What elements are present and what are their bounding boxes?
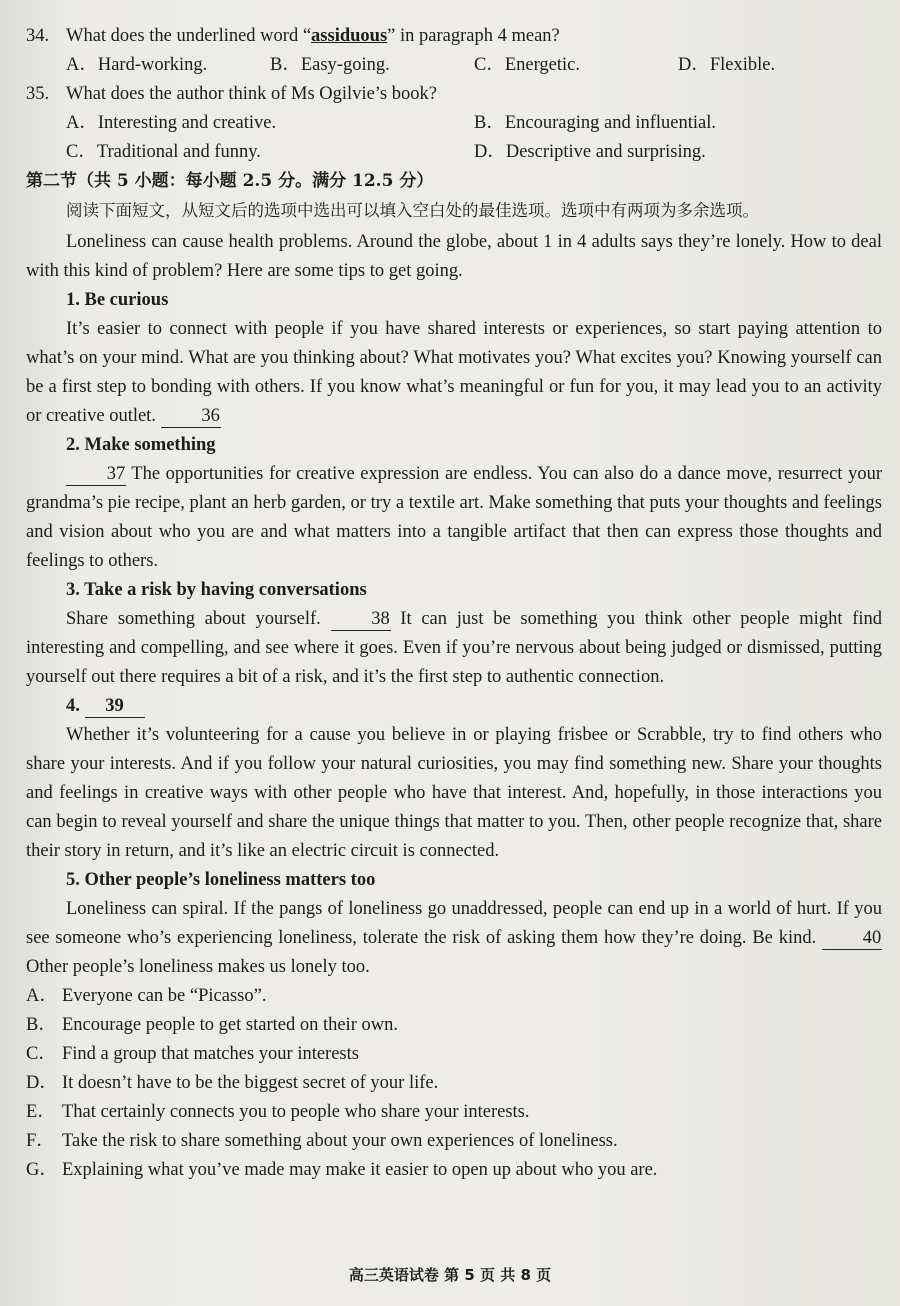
choice-g: G． Explaining what you’ve made may make it easier to open up about who you are. (26, 1160, 658, 1180)
blank-37: 37 (66, 463, 126, 486)
option-a: A．Hard-working. (66, 55, 208, 75)
question-34-options (26, 51, 882, 80)
choice-a: A． Everyone can be “Picasso”. (26, 986, 267, 1006)
blank-40: 40 (822, 927, 882, 950)
blank-38: 38 (331, 608, 391, 631)
passage-intro: Loneliness can cause health problems. Around the globe, about 1 in 4 adults says they’re lonely. How to deal with this kind of problem? Here are some tips to get going. (26, 232, 882, 281)
option-b: B．Easy-going. (270, 55, 390, 75)
page-content (26, 22, 882, 1185)
question-35-options-cd (26, 138, 882, 167)
question-stem: What does the underlined word “assiduous” in paragraph 4 mean? (66, 26, 560, 46)
underlined-word: assiduous (311, 26, 388, 46)
option-a: A．Interesting and creative. (66, 113, 277, 133)
question-number: 34. (26, 26, 50, 46)
option-c: C．Traditional and funny. (66, 142, 261, 162)
heading-others-loneliness: 5. Other people’s loneliness matters too (66, 870, 376, 890)
choice-e: E． That certainly connects you to people who share your interests. (26, 1102, 530, 1122)
option-d: D．Descriptive and surprising. (474, 142, 706, 162)
paragraph-4: Whether it’s volunteering for a cause you believe in or playing frisbee or Scrabble, try to find others who share your interests. And if you follow your natural curiosities, you may find something new. Share your thoughts and feelings in creative ways with other people who have that interest. And, hopefully, in those interactions you can begin to reveal yourself and share the unique things that matter to you. Then, other people recognize that, share their story in return, and it’s like an electric circuit is connected. (26, 725, 882, 861)
question-34 (26, 22, 882, 51)
option-b: B．Encouraging and influential. (474, 113, 716, 133)
question-number: 35. (26, 84, 50, 104)
choice-d: D． It doesn’t have to be the biggest secret of your life. (26, 1073, 439, 1093)
paragraph-2: 37 The opportunities for creative expression are endless. You can also do a dance move, resurrect your grandma’s pie recipe, plant an herb garden, or try a textile art. Make something that puts your thoughts and feelings and vision about who you are and what matters into a tangible artifact that then can express those thoughts and feelings to others. (26, 464, 882, 571)
choice-f: F． Take the risk to share something about your own experiences of loneliness. (26, 1131, 618, 1151)
question-35 (26, 80, 882, 109)
heading-take-a-risk: 3. Take a risk by having conversations (66, 580, 367, 600)
paragraph-3: Share something about yourself. 38 It can just be something you think other people might find interesting and compelling, and see where it goes. Even if you’re nervous about being judged or dismissed, putting yourself out there requires a bit of a risk, and it’s the first step to authentic connection. (26, 609, 883, 687)
paragraph-1: It’s easier to connect with people if you have shared interests or experiences, so start paying attention to what’s on your mind. What are you thinking about? What motivates you? What excites you? Knowing yourself can be a first step to bonding with others. If you know what’s meaningful or fun for you, it may lead you to an activity or creative outlet. 36 (26, 319, 882, 426)
answer-choices (26, 982, 882, 1185)
heading-be-curious: 1. Be curious (66, 290, 169, 310)
heading-4: 4. 39 (26, 692, 882, 721)
section-heading: 第二节（共 5 小题：每小题 2.5 分。满分 12.5 分） (26, 171, 434, 191)
option-c: C．Energetic. (474, 55, 581, 75)
heading-make-something: 2. Make something (66, 435, 216, 455)
paragraph-5: Loneliness can spiral. If the pangs of loneliness go unaddressed, people can end up in a world of hurt. If you see someone who’s experiencing loneliness, tolerate the risk of asking them how they’re doing. Be kind. 40Other people’s loneliness makes us lonely too. (26, 899, 882, 977)
option-d: D．Flexible. (678, 55, 776, 75)
choice-b: B． Encourage people to get started on their own. (26, 1015, 398, 1035)
question-35-options-ab (26, 109, 882, 138)
blank-36: 36 (161, 405, 221, 428)
question-stem: What does the author think of Ms Ogilvie’s book? (66, 84, 437, 104)
blank-39: 39 (85, 695, 145, 718)
choice-c: C． Find a group that matches your interests (26, 1044, 359, 1064)
page-footer: 高三英语试卷 第 5 页 共 8 页 (348, 1266, 552, 1284)
section-instruction: 阅读下面短文，从短文后的选项中选出可以填入空白处的最佳选项。选项中有两项为多余选项。 (66, 201, 759, 220)
